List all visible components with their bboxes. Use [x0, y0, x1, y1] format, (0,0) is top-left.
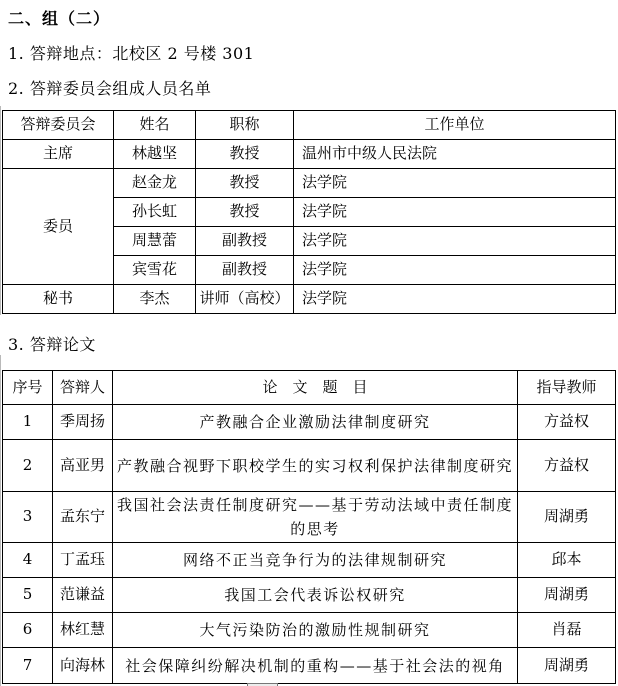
committee-table	[2, 110, 616, 314]
student-cell: 孟东宁	[53, 492, 113, 543]
advisor-cell: 周湖勇	[518, 492, 616, 543]
title-cell: 教授	[196, 140, 294, 169]
student-cell: 向海林	[53, 648, 113, 684]
thesis-title-cell: 产教融合视野下职校学生的实习权利保护法律制度研究	[113, 440, 518, 492]
change-bar	[0, 355, 1, 686]
advisor-cell: 邱本	[518, 543, 616, 578]
unit-cell: 法学院	[294, 198, 616, 227]
column-header-name: 姓名	[114, 111, 196, 140]
no-cell: 6	[3, 613, 53, 648]
title-cell: 教授	[196, 169, 294, 198]
name-cell: 孙长虹	[114, 198, 196, 227]
committee-list-label: 2. 答辩委员会组成人员名单	[8, 79, 212, 98]
thesis-title-cell: 网络不正当竞争行为的法律规制研究	[113, 543, 518, 578]
role-cell: 委员	[3, 169, 114, 285]
thesis-title-cell: 我国社会法责任制度研究——基于劳动法域中责任制度的思考	[113, 492, 518, 543]
unit-cell: 温州市中级人民法院	[294, 140, 616, 169]
column-header-no: 序号	[3, 371, 53, 405]
unit-cell: 法学院	[294, 169, 616, 198]
column-header-student: 答辩人	[53, 371, 113, 405]
advisor-cell: 肖磊	[518, 613, 616, 648]
student-cell: 丁孟珏	[53, 543, 113, 578]
column-header-unit: 工作单位	[294, 111, 616, 140]
table-row	[3, 613, 616, 648]
advisor-cell: 方益权	[518, 405, 616, 440]
name-cell: 林越坚	[114, 140, 196, 169]
no-cell: 4	[3, 543, 53, 578]
unit-cell: 法学院	[294, 285, 616, 314]
title-cell: 副教授	[196, 227, 294, 256]
no-cell: 5	[3, 578, 53, 613]
thesis-table	[2, 370, 616, 684]
unit-cell: 法学院	[294, 227, 616, 256]
advisor-cell: 周湖勇	[518, 648, 616, 684]
table-row	[3, 285, 616, 314]
table-row	[3, 405, 616, 440]
title-cell: 教授	[196, 198, 294, 227]
thesis-title-cell: 产教融合企业激励法律制度研究	[113, 405, 518, 440]
column-header-advisor: 指导教师	[518, 371, 616, 405]
thesis-title-cell: 社会保障纠纷解决机制的重构——基于社会法的视角	[113, 648, 518, 684]
table-row	[3, 140, 616, 169]
name-cell: 宾雪花	[114, 256, 196, 285]
title-cell: 讲师（高校）	[196, 285, 294, 314]
student-cell: 林红慧	[53, 613, 113, 648]
table-row	[3, 543, 616, 578]
role-cell: 秘书	[3, 285, 114, 314]
table-row	[3, 169, 616, 198]
thesis-list-label: 3. 答辩论文	[8, 335, 96, 354]
name-cell: 李杰	[114, 285, 196, 314]
table-header-row	[3, 371, 616, 405]
name-cell: 周慧蕾	[114, 227, 196, 256]
role-cell: 主席	[3, 140, 114, 169]
table-row	[3, 440, 616, 492]
name-cell: 赵金龙	[114, 169, 196, 198]
student-cell: 高亚男	[53, 440, 113, 492]
no-cell: 3	[3, 492, 53, 543]
table-row	[3, 492, 616, 543]
column-header-thesis-title: 论 文 题 目	[113, 371, 518, 405]
advisor-cell: 方益权	[518, 440, 616, 492]
unit-cell: 法学院	[294, 256, 616, 285]
no-cell: 2	[3, 440, 53, 492]
section-heading: 二、组（二）	[8, 9, 111, 28]
title-cell: 副教授	[196, 256, 294, 285]
no-cell: 1	[3, 405, 53, 440]
defense-location-line: 1. 答辩地点：北校区 2 号楼 301	[8, 44, 255, 63]
no-cell: 7	[3, 648, 53, 684]
advisor-cell: 周湖勇	[518, 578, 616, 613]
student-cell: 季周扬	[53, 405, 113, 440]
table-row	[3, 578, 616, 613]
thesis-title-cell: 大气污染防治的激励性规制研究	[113, 613, 518, 648]
column-header-title: 职称	[196, 111, 294, 140]
table-header-row	[3, 111, 616, 140]
column-header-role: 答辩委员会	[3, 111, 114, 140]
thesis-title-cell: 我国工会代表诉讼权研究	[113, 578, 518, 613]
change-bar	[0, 106, 1, 315]
table-row	[3, 648, 616, 684]
student-cell: 范谦益	[53, 578, 113, 613]
